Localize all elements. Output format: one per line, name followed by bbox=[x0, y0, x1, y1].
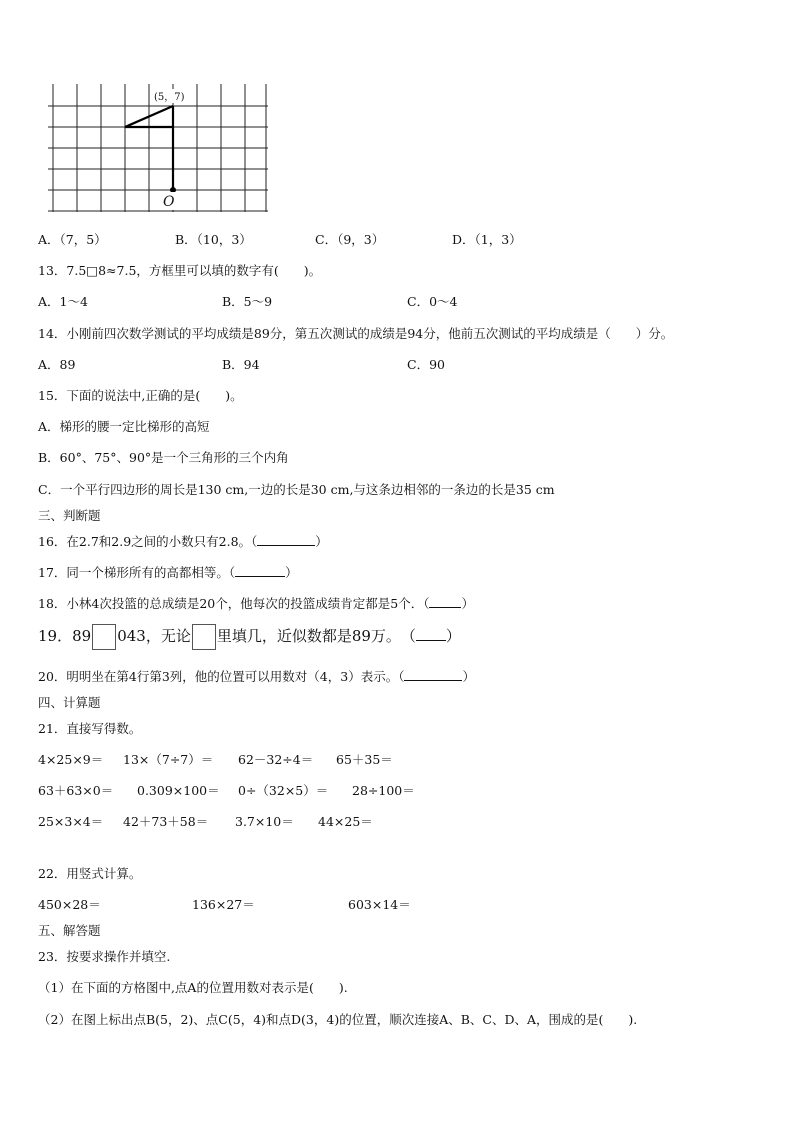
origin-label: O bbox=[163, 194, 175, 210]
q19-prefix: 19．89 bbox=[38, 627, 92, 645]
point-label: (5，7) bbox=[154, 92, 185, 103]
q19 bbox=[38, 624, 461, 650]
q13-option-a: A．1～4 bbox=[38, 294, 88, 309]
q17-answer-blank[interactable] bbox=[235, 564, 285, 577]
q16-close: ） bbox=[315, 534, 328, 549]
q20-answer-blank[interactable] bbox=[404, 668, 462, 681]
q15-text: 15．下面的说法中,正确的是( )。 bbox=[38, 388, 243, 403]
q20 bbox=[38, 667, 475, 685]
q21-r3-c2: 42＋73＋58＝ bbox=[123, 814, 209, 829]
q15-option-a: A．梯形的腰一定比梯形的高短 bbox=[38, 419, 210, 434]
q18-answer-blank[interactable] bbox=[429, 595, 461, 608]
q13-option-c: C．0～4 bbox=[407, 294, 458, 309]
q18 bbox=[38, 594, 474, 612]
q19-digit-box-ref bbox=[192, 624, 216, 650]
grid-lines bbox=[48, 84, 268, 212]
q16 bbox=[38, 532, 328, 550]
q14-option-b: B．94 bbox=[222, 357, 260, 372]
coordinate-grid-figure bbox=[48, 84, 272, 216]
q21-r1-c1: 4×25×9＝ bbox=[38, 752, 104, 767]
q19-suffix: 里填几，近似数都是89万。 （ bbox=[216, 627, 416, 645]
q13-text: 13．7.5□8≈7.5，方框里可以填的数字有( )。 bbox=[38, 263, 322, 278]
q12-option-d: D．（1，3） bbox=[452, 232, 522, 247]
section-heading-calculation: 四、计算题 bbox=[38, 695, 101, 710]
q18-text: 18．小林4次投篮的总成绩是20个，他每次的投篮成绩肯定都是5个．（ bbox=[38, 596, 430, 611]
q21-r2-c3: 0÷（32×5）＝ bbox=[238, 783, 329, 798]
q20-text: 20．明明坐在第4行第3列，他的位置可以用数对（4，3）表示。（ bbox=[38, 669, 405, 684]
section-heading-judgement: 三、判断题 bbox=[38, 508, 101, 523]
q14-option-a: A．89 bbox=[38, 357, 76, 372]
q19-mid: 043，无论 bbox=[117, 627, 191, 645]
q12-option-c: C．（9，3） bbox=[315, 232, 385, 247]
q15-option-c: C．一个平行四边形的周长是130 cm,一边的长是30 cm,与这条边相邻的一条边的长是35 cm bbox=[38, 482, 555, 497]
q17-text: 17．同一个梯形所有的高都相等。（ bbox=[38, 565, 236, 580]
q16-text: 16．在2.7和2.9之间的小数只有2.8。（ bbox=[38, 534, 258, 549]
q21-r1-c4: 65＋35＝ bbox=[336, 752, 393, 767]
q19-close: ） bbox=[445, 627, 461, 645]
q14-text: 14．小刚前四次数学测试的平均成绩是89分，第五次测试的成绩是94分，他前五次测试的平均成绩是（ ）分。 bbox=[38, 326, 674, 341]
q22-title: 22．用竖式计算。 bbox=[38, 866, 142, 881]
q21-r1-c2: 13×（7÷7）＝ bbox=[123, 752, 214, 767]
q19-answer-blank[interactable] bbox=[416, 628, 446, 641]
q18-close: ） bbox=[461, 596, 474, 611]
q23-title: 23．按要求操作并填空. bbox=[38, 949, 171, 964]
q21-title: 21．直接写得数。 bbox=[38, 721, 142, 736]
q21-r2-c1: 63＋63×0＝ bbox=[38, 783, 114, 798]
q23-part1: （1）在下面的方格图中,点A的位置用数对表示是( ). bbox=[38, 980, 348, 995]
q21-r1-c3: 62－32÷4＝ bbox=[238, 752, 314, 767]
q12-option-b: B．（10，3） bbox=[175, 232, 252, 247]
q21-r3-c1: 25×3×4＝ bbox=[38, 814, 104, 829]
q22-item-3: 603×14＝ bbox=[348, 897, 411, 912]
q20-close: ） bbox=[462, 669, 475, 684]
q15-option-b: B．60°、75°、90°是一个三角形的三个内角 bbox=[38, 450, 289, 465]
q21-r3-c4: 44×25＝ bbox=[318, 814, 373, 829]
q12-option-a: A．（7，5） bbox=[38, 232, 107, 247]
q17 bbox=[38, 563, 298, 581]
q21-r2-c2: 0.309×100＝ bbox=[137, 783, 220, 798]
q21-r3-c3: 3.7×10＝ bbox=[235, 814, 294, 829]
q17-close: ） bbox=[285, 565, 298, 580]
q13-option-b: B．5～9 bbox=[222, 294, 273, 309]
q21-r2-c4: 28÷100＝ bbox=[352, 783, 415, 798]
q19-digit-box[interactable] bbox=[92, 624, 116, 650]
q16-answer-blank[interactable] bbox=[257, 533, 315, 546]
q22-item-1: 450×28＝ bbox=[38, 897, 101, 912]
q22-item-2: 136×27＝ bbox=[192, 897, 255, 912]
q14-option-c: C．90 bbox=[407, 357, 445, 372]
q23-part2: （2）在图上标出点B(5，2)、点C(5，4)和点D(3，4)的位置，顺次连接A、B、C、D、A，围成的是( ). bbox=[38, 1012, 638, 1027]
section-heading-solve: 五、解答题 bbox=[38, 923, 101, 938]
